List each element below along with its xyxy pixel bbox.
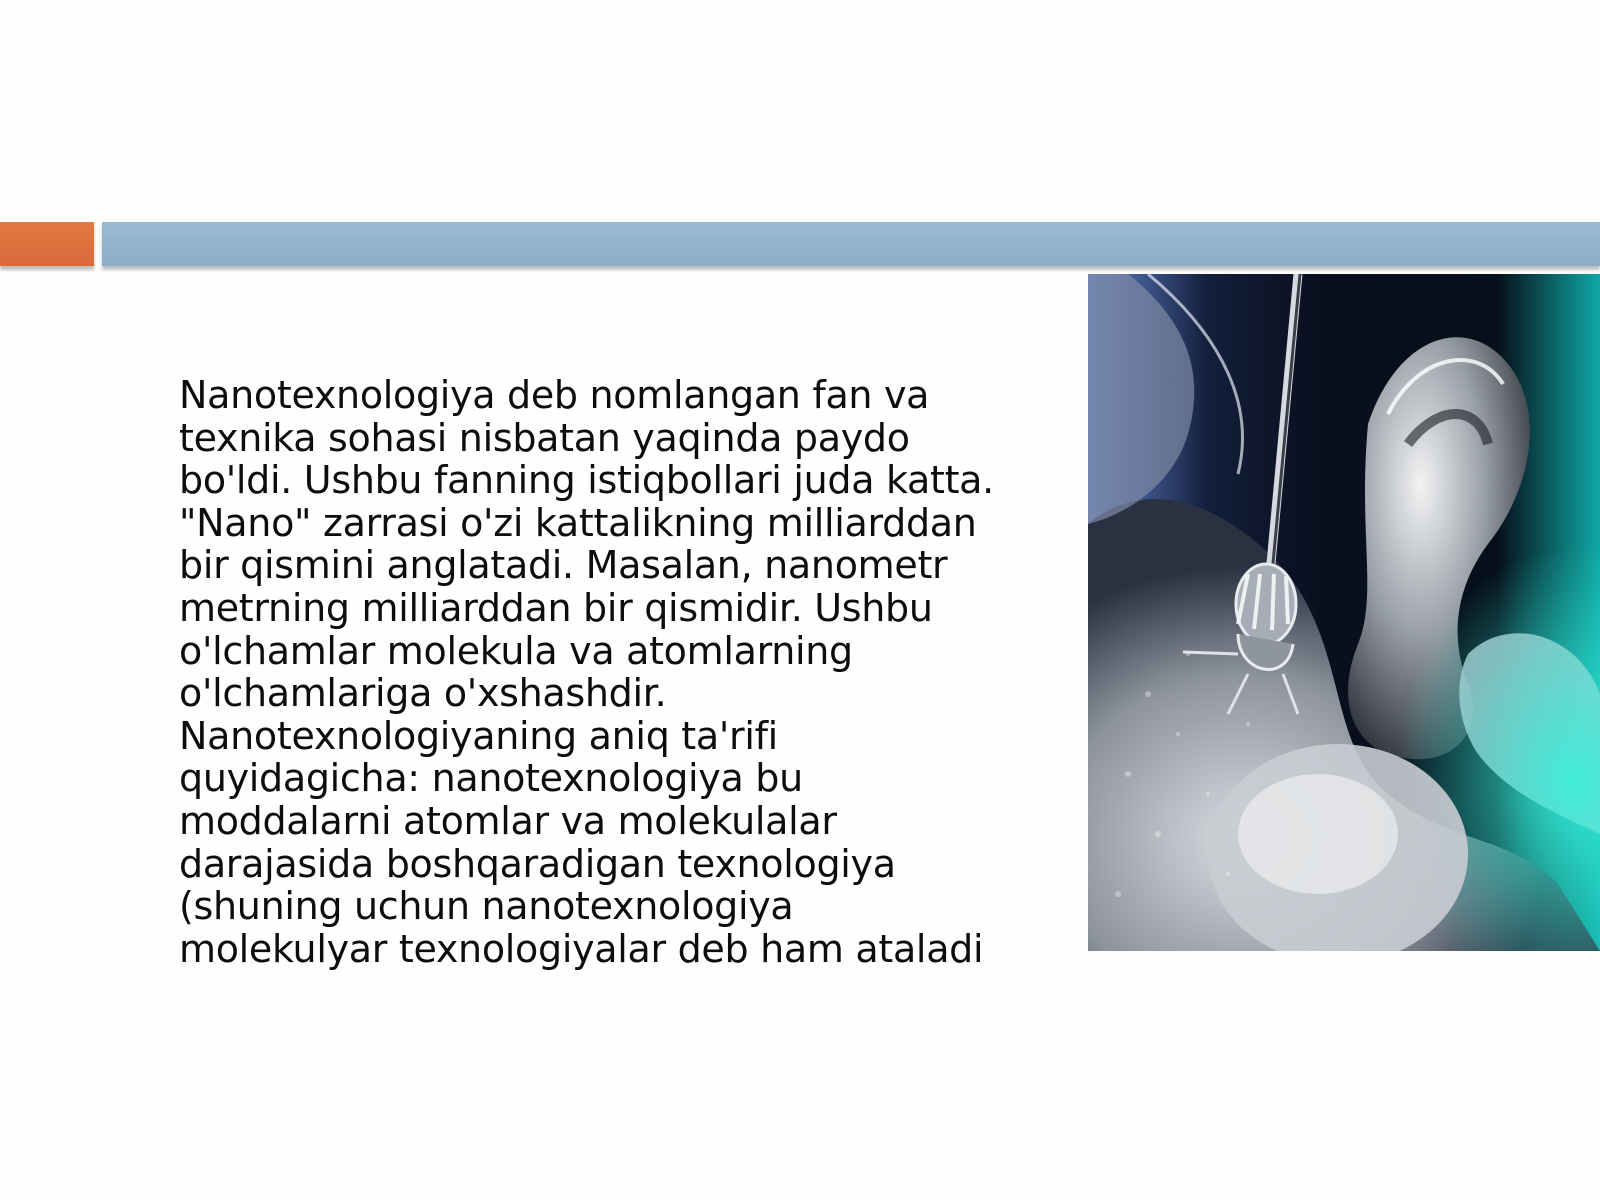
nanorobot-image [1088,274,1600,951]
accent-bar-blue [102,222,1600,266]
accent-bar-orange [0,222,94,266]
body-text: Nanotexnologiya deb nomlangan fan va texnika sohasi nisbatan yaqinda paydo bo'ldi. Ushbu fanning istiqbollari juda katta. "Nano" zarrasi o'zi kattalikning milliarddan bir qismini anglatadi. Masalan, nanometr metrning milliarddan bir qismidir. Ushbu o'lchamlar molekula va atomlarning o'lchamlariga o'xshashdir. Nanotexnologiyaning aniq ta'rifi quyidagicha: nanotexnologiya bu moddalarni atomlar va molekulalar darajasida boshqaradigan texnologiya (shuning uchun nanotexnologiya molekulyar texnologiyalar deb ham ataladi [179,373,994,971]
